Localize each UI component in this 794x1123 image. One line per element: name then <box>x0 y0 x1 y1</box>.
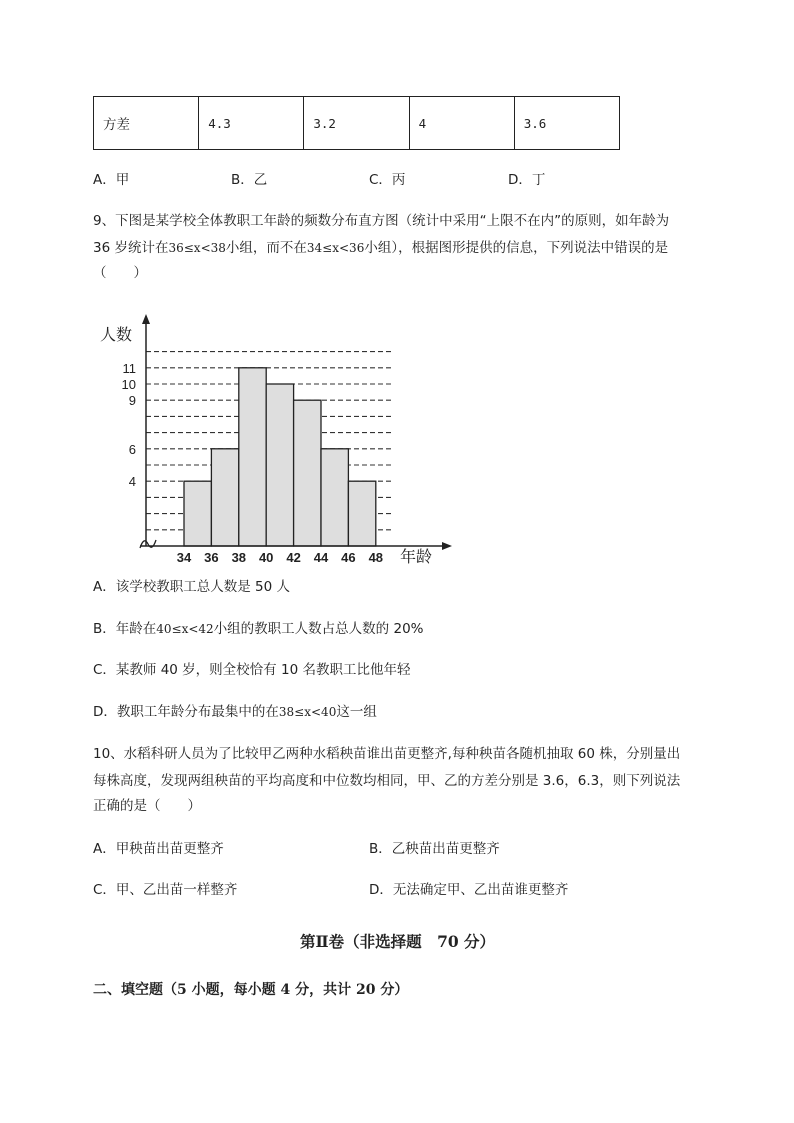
q10-option-d[interactable]: D．无法确定甲、乙出苗谁更整齐 <box>369 882 569 898</box>
age-histogram <box>90 312 470 574</box>
math-inequality: 36≤x<38 <box>168 241 226 255</box>
x-tick-label: 34 <box>176 550 192 565</box>
q8-option-b[interactable]: B．乙 <box>231 172 268 188</box>
histogram-bar <box>239 368 266 546</box>
y-tick-label: 11 <box>122 360 136 376</box>
histogram-bar <box>348 481 375 546</box>
q9-option-c[interactable]: C．某教师 40 岁，则全校恰有 10 名教职工比他年轻 <box>93 662 411 678</box>
q9-answer-bracket: （ ） <box>93 265 147 281</box>
x-axis-arrow-icon <box>442 542 452 550</box>
x-tick-label: 36 <box>204 550 219 565</box>
q10-option-c[interactable]: C．甲、乙出苗一样整齐 <box>93 882 238 898</box>
q9-stem-line2 <box>93 239 668 257</box>
q9-option-text: B．年龄在 <box>93 621 157 637</box>
math-inequality: 38≤x<40 <box>278 705 337 719</box>
x-tick-label: 42 <box>286 550 301 565</box>
x-axis-label: 年龄 <box>400 549 433 566</box>
histogram-bar <box>184 481 211 546</box>
q10-stem-line1: 10、水稻科研人员为了比较甲乙两种水稻秧苗谁出苗更整齐,每种秧苗各随机抽取 60 株，分别量出 <box>93 746 681 762</box>
q9-option-text: 这一组 <box>336 704 377 720</box>
table-row-label: 方差 <box>94 97 199 150</box>
axis-break-icon <box>140 540 156 548</box>
table-cell: 3.2 <box>304 97 409 150</box>
table-row <box>94 97 620 150</box>
math-inequality: 40≤x<42 <box>156 622 214 636</box>
x-tick-label: 48 <box>368 550 384 565</box>
histogram-bar <box>321 449 348 546</box>
section-title: 第Ⅱ卷（非选择题 70 分） <box>300 932 496 951</box>
section-subtitle: 二、填空题（5 小题，每小题 4 分，共计 20 分） <box>93 982 409 998</box>
variance-table <box>93 96 620 150</box>
math-inequality: 34≤x<36 <box>306 241 365 255</box>
q9-stem-text: 36 岁统计在 <box>93 240 169 256</box>
q9-stem-text: 小组，而不在 <box>225 240 307 256</box>
x-tick-label: 44 <box>313 550 329 565</box>
q8-option-c[interactable]: C．丙 <box>369 172 406 188</box>
x-tick-label: 38 <box>231 550 247 565</box>
table-cell: 4 <box>409 97 514 150</box>
q9-option-b[interactable] <box>93 620 423 638</box>
histogram-bar <box>211 449 238 546</box>
q9-option-text: D．教职工年龄分布最集中的在 <box>93 704 279 720</box>
q10-stem-line3: 正确的是（ ） <box>93 798 201 814</box>
histogram-bar <box>294 400 321 546</box>
y-tick-label: 6 <box>128 441 136 457</box>
q9-option-a[interactable]: A．该学校教职工总人数是 50 人 <box>93 579 290 595</box>
q8-option-a[interactable]: A．甲 <box>93 172 130 188</box>
q10-stem-line2: 每株高度，发现两组秧苗的平均高度和中位数均相同，甲、乙的方差分别是 3.6，6.3，则下列说法 <box>93 773 681 789</box>
y-tick-label: 4 <box>128 474 136 490</box>
histogram-bar <box>266 384 293 546</box>
q9-option-d[interactable] <box>93 703 377 721</box>
q10-option-a[interactable]: A．甲秧苗出苗更整齐 <box>93 841 224 857</box>
q8-option-d[interactable]: D．丁 <box>508 172 546 188</box>
y-tick-label: 10 <box>121 377 136 392</box>
q9-option-text: 小组的教职工人数占总人数的 20% <box>213 621 424 637</box>
q9-stem-line1: 9、下图是某学校全体教职工年龄的频数分布直方图（统计中采用“上限不在内”的原则，如年龄为 <box>93 213 670 229</box>
y-tick-label: 9 <box>128 393 136 409</box>
x-tick-label: 40 <box>258 550 274 565</box>
x-tick-label: 46 <box>341 550 356 565</box>
q10-option-b[interactable]: B．乙秧苗出苗更整齐 <box>369 841 500 857</box>
table-cell: 4.3 <box>199 97 304 150</box>
table-cell: 3.6 <box>514 97 619 150</box>
y-axis-label: 人数 <box>100 327 133 344</box>
y-axis-arrow-icon <box>142 314 150 324</box>
q9-stem-text: 小组），根据图形提供的信息，下列说法中错误的是 <box>364 240 669 256</box>
